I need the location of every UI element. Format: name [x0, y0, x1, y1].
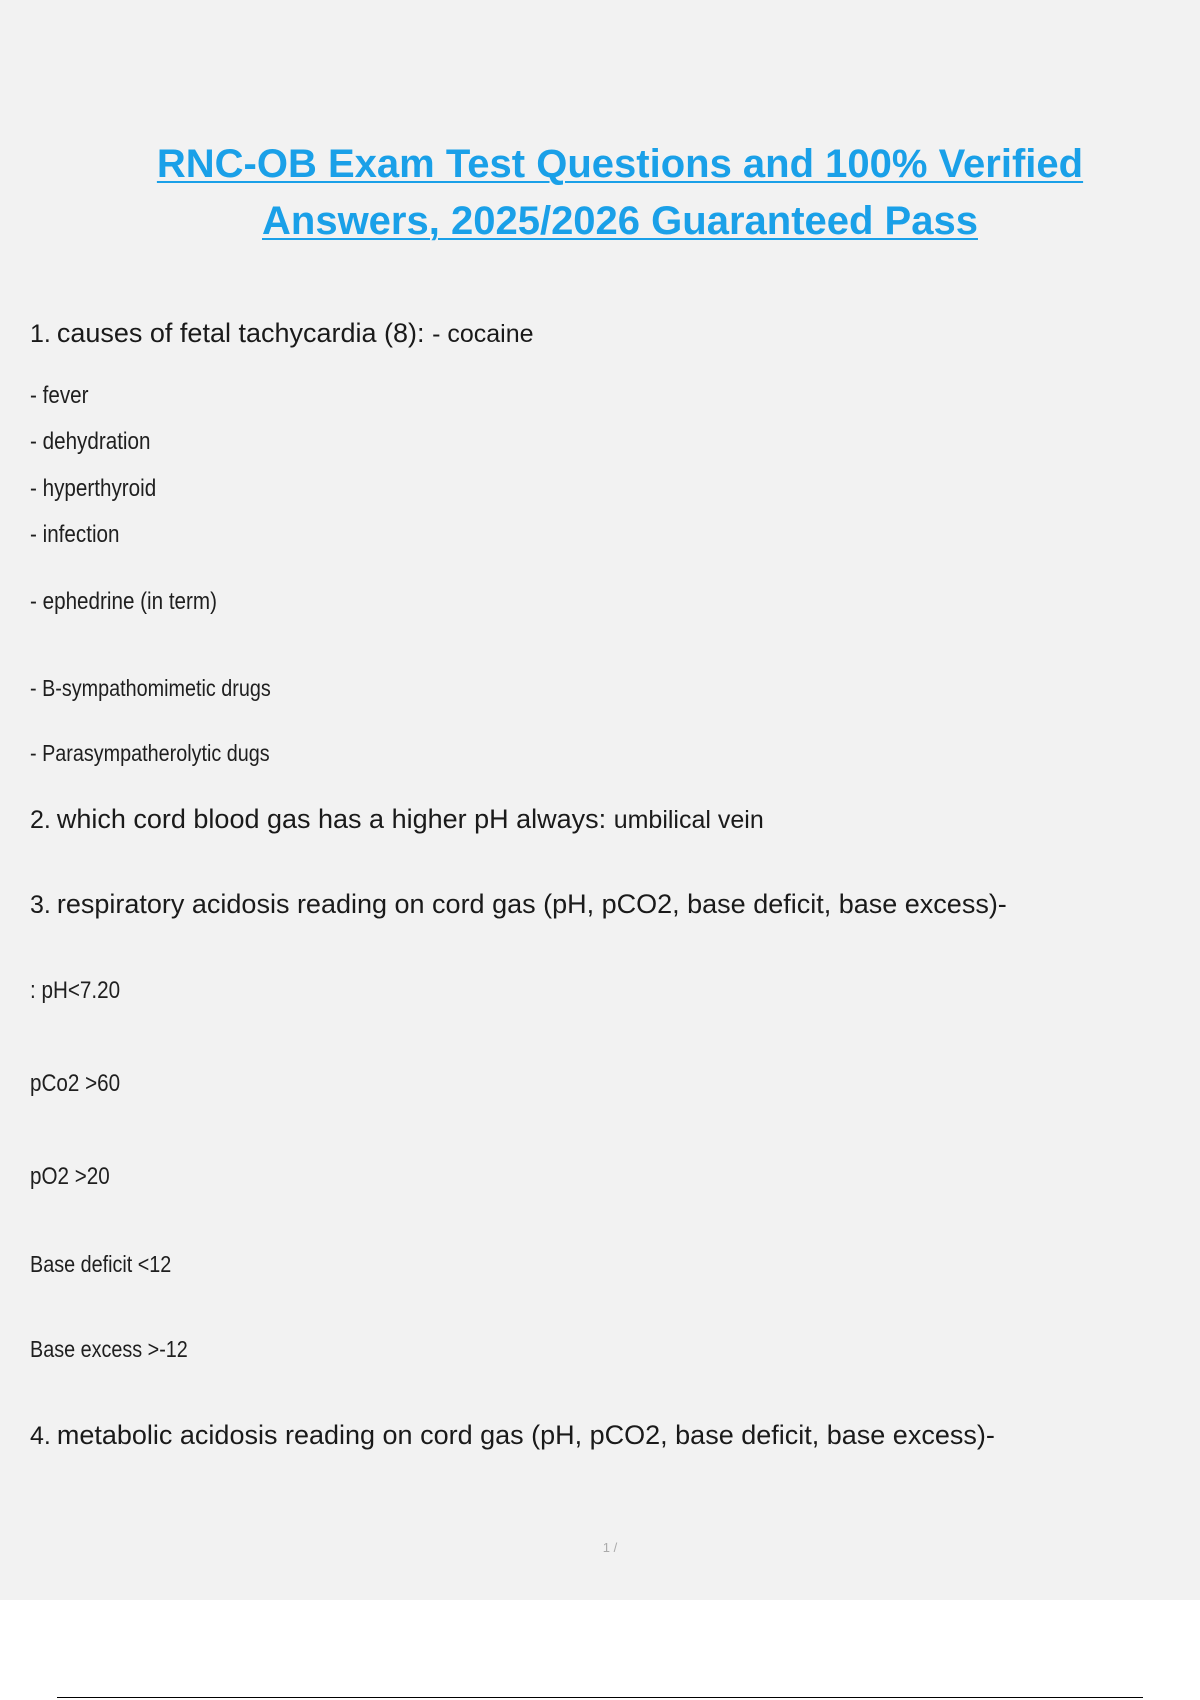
list-item: pO2 >20 [30, 1163, 110, 1190]
question-text: causes of fetal tachycardia (8): [56, 318, 425, 348]
list-item: - Parasympatherolytic dugs [30, 740, 270, 766]
document-title[interactable] [80, 136, 1160, 250]
list-item: : pH<7.20 [30, 977, 121, 1004]
question-text: which cord blood gas has a higher pH always: [56, 804, 607, 834]
list-item: Base excess >-12 [30, 1336, 188, 1362]
question-text: respiratory acidosis reading on cord gas (pH, pCO2, base deficit, base excess)- [56, 889, 1007, 919]
answer-text: - cocaine [432, 320, 534, 348]
question-number: 4. [30, 1422, 51, 1450]
list-item: - fever [30, 382, 89, 409]
question-3 [30, 889, 1007, 920]
question-text: metabolic acidosis reading on cord gas (pH, pCO2, base deficit, base excess)- [56, 1420, 995, 1450]
list-item: - hyperthyroid [30, 475, 157, 502]
question-2 [30, 804, 764, 835]
question-4 [30, 1420, 995, 1451]
question-number: 2. [30, 806, 51, 834]
list-item: pCo2 >60 [30, 1070, 121, 1097]
title-line-2[interactable]: Answers, 2025/2026 Guaranteed Pass [262, 199, 978, 243]
question-number: 3. [30, 891, 51, 919]
list-item: - infection [30, 521, 120, 548]
question-1 [30, 318, 534, 349]
title-line-1[interactable]: RNC-OB Exam Test Questions and 100% Verified [156, 142, 1084, 186]
list-item: - ephedrine (in term) [30, 588, 217, 615]
page-number: 1 / [602, 1540, 618, 1555]
list-item: Base deficit <12 [30, 1251, 172, 1277]
list-item: - B-sympathomimetic drugs [30, 675, 271, 701]
list-item: - dehydration [30, 428, 151, 455]
question-number: 1. [30, 320, 51, 348]
answer-text: umbilical vein [613, 806, 764, 834]
footer-divider [57, 1697, 1143, 1698]
